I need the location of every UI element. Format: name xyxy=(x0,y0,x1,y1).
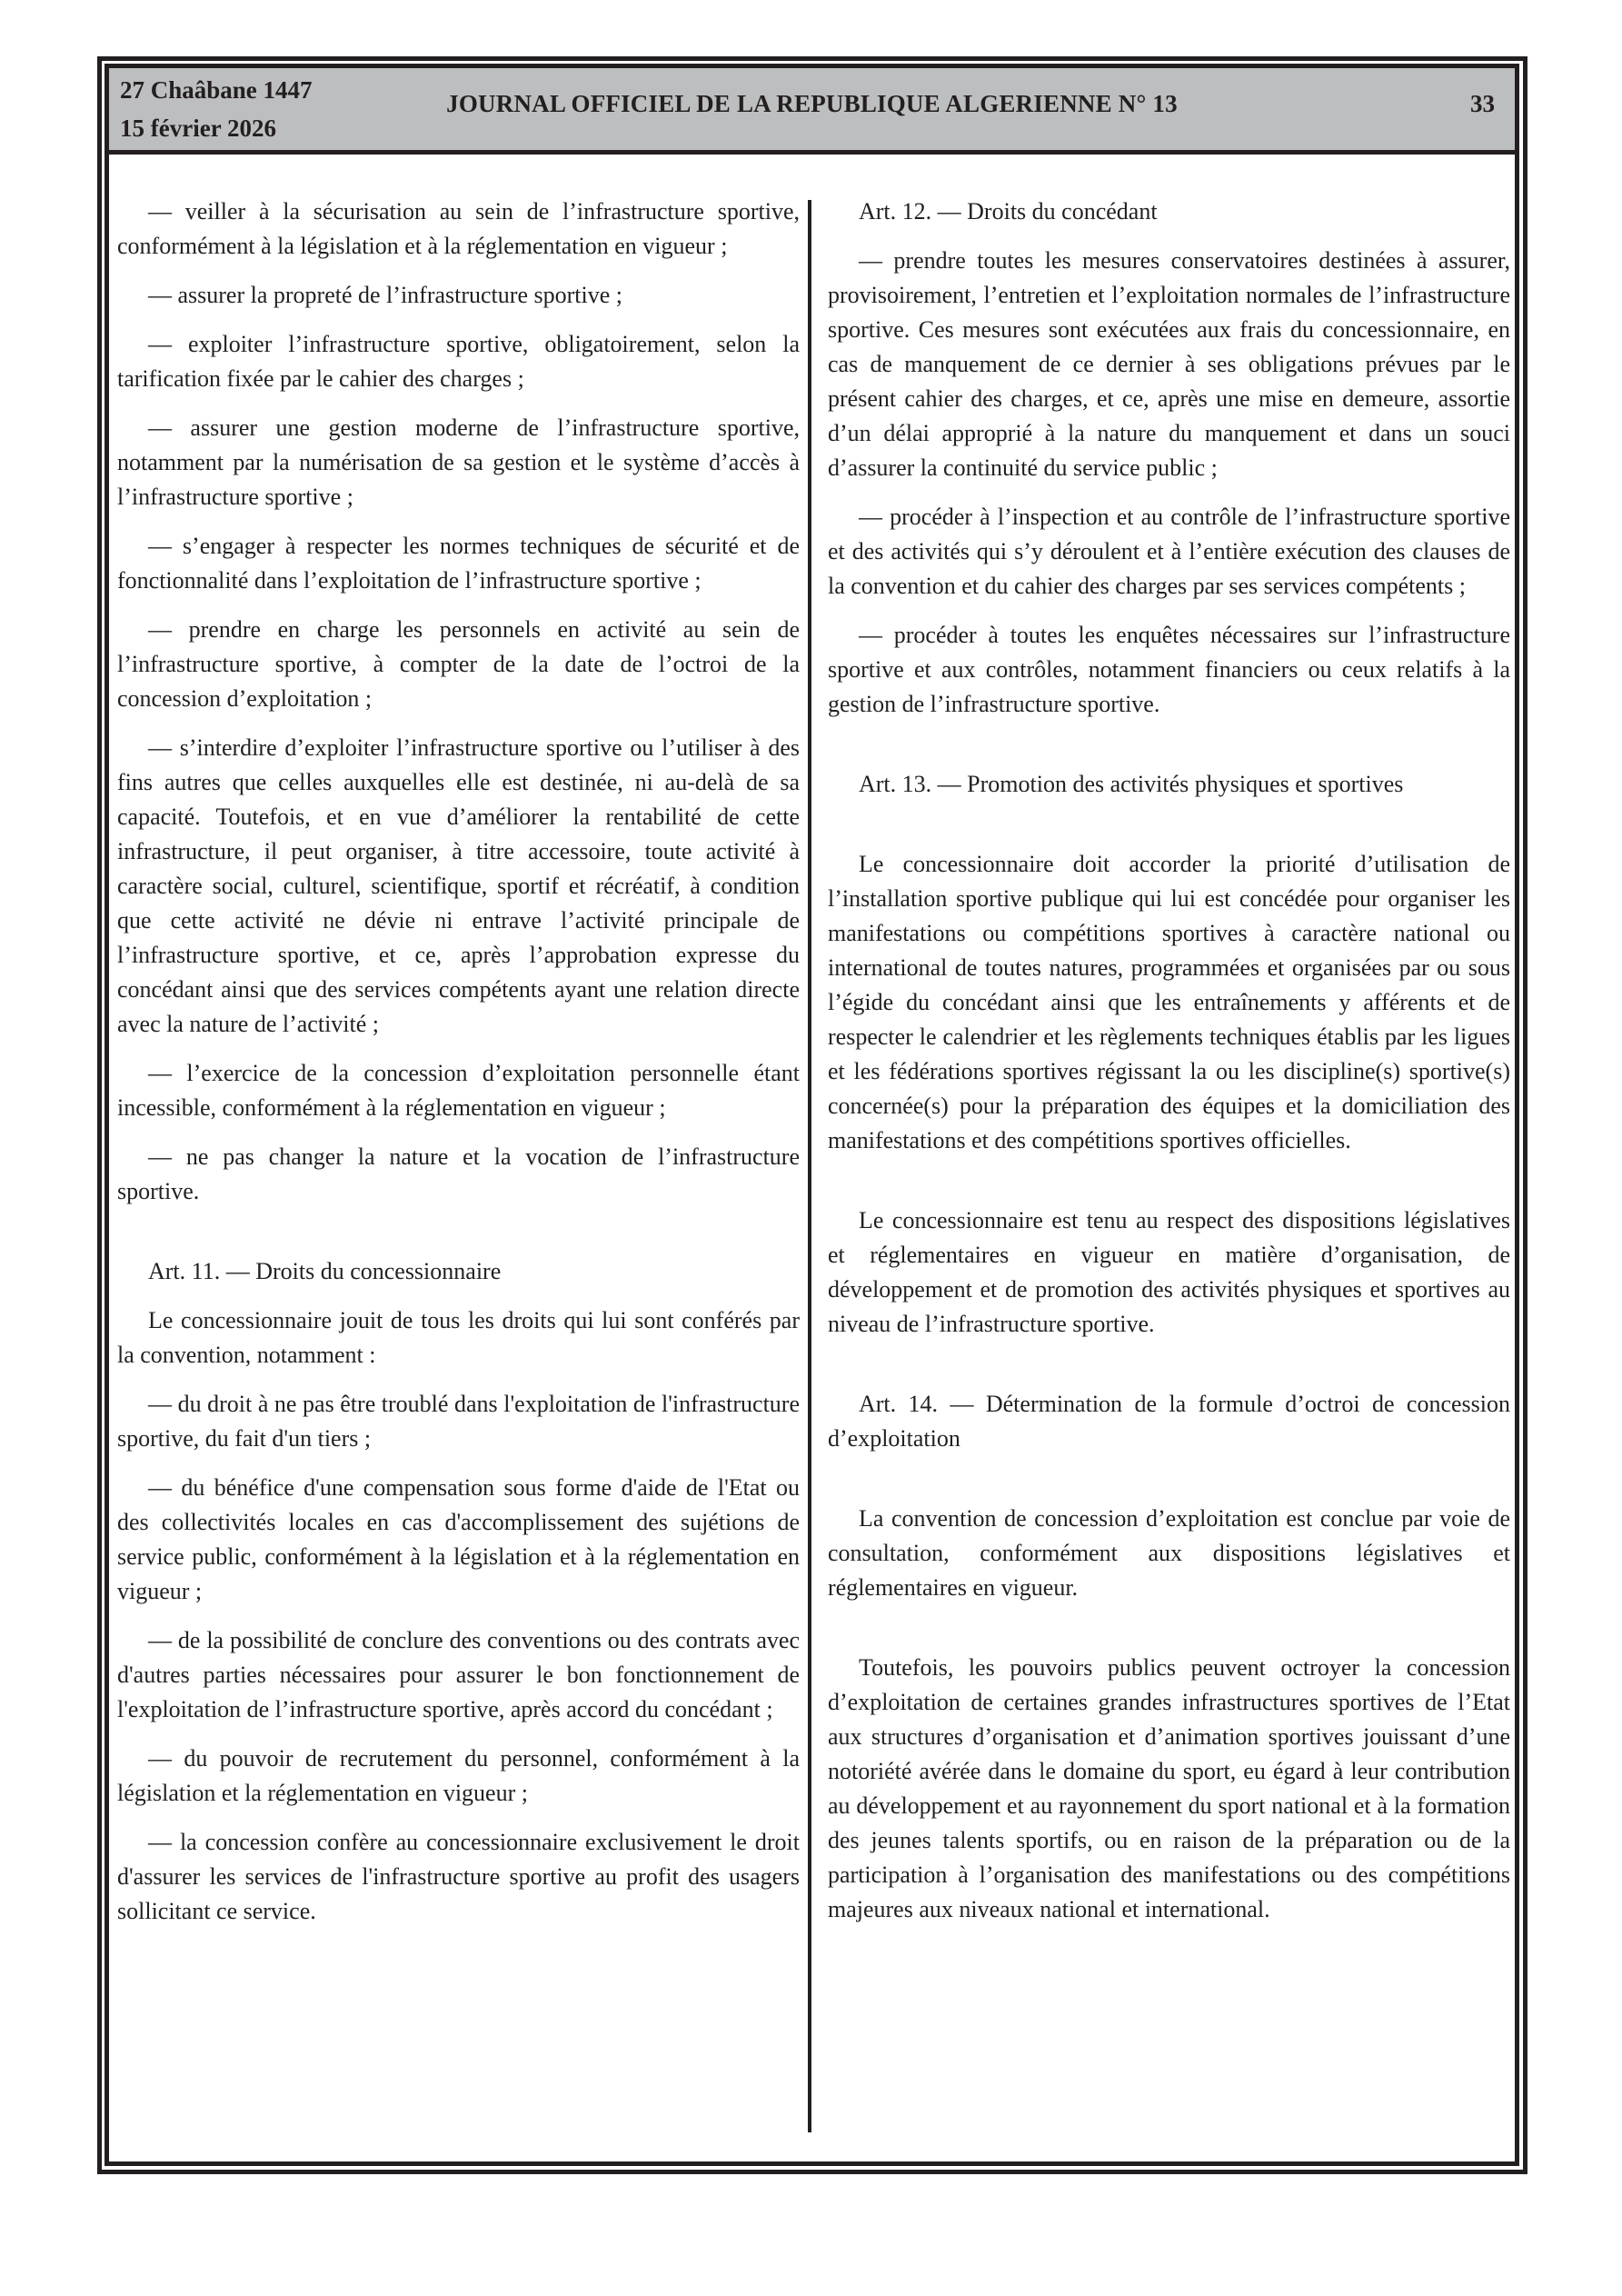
paragraph: Le concessionnaire doit accorder la priorité d’utilisation de l’installation sportive publique qui lui est concédée pour organiser les manifestations ou compétitions sportives à caractère national ou international de toutes natures, programmées et organisées par ou sous l’égide du concédant ainsi que les entraînements y afférents et de respecter le calendrier et les règlements techniques établis par les ligues et les fédérations sportives régissant la ou les discipline(s) sportive(s) concernée(s) pour la préparation des équipes et la domiciliation des manifestations et des compétitions sportives officielles. xyxy=(828,851,1510,1153)
paragraph: — procéder à l’inspection et au contrôle de l’infrastructure sportive et des activités qui s’y déroulent et à l’entière exécution des clauses de la convention et du cahier des charges par ses services compétents ; xyxy=(828,504,1510,599)
paragraph: — assurer la propreté de l’infrastructure sportive ; xyxy=(148,282,622,308)
paragraph: — du pouvoir de recrutement du personnel, conformément à la législation et la réglementation en vigueur ; xyxy=(117,1745,800,1806)
paragraph: — de la possibilité de conclure des conventions ou des contrats avec d'autres parties nécessaires pour assurer le bon fonctionnement de l'exploitation de l’infrastructure sportive, après accord du concédant ; xyxy=(117,1627,800,1722)
paragraph: — l’exercice de la concession d’exploitation personnelle étant incessible, conformément à la réglementation en vigueur ; xyxy=(117,1060,800,1121)
paragraph: Toutefois, les pouvoirs publics peuvent octroyer la concession d’exploitation de certaines grandes infrastructures sportives de l’Etat aux structures d’organisation et d’animation sportives jouissant d’une notoriété avérée dans le domaine du sport, eu égard à leur contribution au développement et au rayonnement du sport national et à la formation des jeunes talents sportifs, ou en raison de la préparation ou de la participation à l’organisation des manifestations ou des compétitions majeures aux niveaux national et international. xyxy=(828,1654,1510,1922)
paragraph: — ne pas changer la nature et la vocation de l’infrastructure sportive. xyxy=(117,1143,800,1204)
page-number: 33 xyxy=(1470,90,1495,117)
paragraph: Le concessionnaire est tenu au respect des dispositions législatives et réglementaires en vigueur en matière d’organisation, de développement et de promotion des activités physiques et sportives au niveau de l’infrastructure sportive. xyxy=(828,1207,1510,1337)
paragraph: Le concessionnaire jouit de tous les droits qui lui sont conférés par la convention, notamment : xyxy=(117,1307,800,1368)
date-gregorian: 15 février 2026 xyxy=(120,115,276,142)
paragraph: — du bénéfice d'une compensation sous forme d'aide de l'Etat ou des collectivités locales en cas d'accomplissement des sujétions de service public, conformément à la législation et à la réglementation en vigueur ; xyxy=(117,1474,800,1604)
paragraph: — du droit à ne pas être troublé dans l'exploitation de l'infrastructure sportive, du fait d'un tiers ; xyxy=(117,1391,800,1452)
article-heading: Art. 12. — Droits du concédant xyxy=(859,198,1158,225)
paragraph: — assurer une gestion moderne de l’infrastructure sportive, notamment par la numérisation de sa gestion et le système d’accès à l’infrastructure sportive ; xyxy=(117,414,800,510)
paragraph: La convention de concession d’exploitation est conclue par voie de consultation, conformément aux dispositions législatives et réglementaires en vigueur. xyxy=(828,1505,1510,1601)
paragraph: — veiller à la sécurisation au sein de l’infrastructure sportive, conformément à la législation et à la réglementation en vigueur ; xyxy=(117,198,800,259)
column-divider xyxy=(808,200,811,2132)
paragraph: — la concession confère au concessionnaire exclusivement le droit d'assurer les services de l'infrastructure sportive au profit des usagers sollicitant ce service. xyxy=(117,1829,800,1924)
paragraph: — exploiter l’infrastructure sportive, obligatoirement, selon la tarification fixée par le cahier des charges ; xyxy=(117,331,800,392)
date-hijri: 27 Chaâbane 1447 xyxy=(120,76,313,104)
right-column xyxy=(828,195,1510,1942)
paragraph: — prendre en charge les personnels en activité au sein de l’infrastructure sportive, à compter de la date de l’octroi de la concession d’exploitation ; xyxy=(117,616,800,712)
paragraph: — s’interdire d’exploiter l’infrastructure sportive ou l’utiliser à des fins autres que celles auxquelles elle est destinée, ni au-delà de sa capacité. Toutefois, et en vue d’améliorer la rentabilité de cette infrastructure, il peut organiser, à titre accessoire, toute activité à caractère social, culturel, scientifique, sportif et récréatif, à condition que cette activité ne dévie ni entrave l’activité principale de l’infrastructure sportive, et ce, après l’approbation expresse du concédant ainsi que des services compétents ayant une relation directe avec la nature de l’activité ; xyxy=(117,734,800,1037)
article-heading: Art. 11. — Droits du concessionnaire xyxy=(148,1258,502,1284)
article-heading: Art. 14. — Détermination de la formule d’octroi de concession d’exploitation xyxy=(828,1391,1510,1452)
paragraph: — procéder à toutes les enquêtes nécessaires sur l’infrastructure sportive et aux contrôles, notamment financiers ou ceux relatifs à la gestion de l’infrastructure sportive. xyxy=(828,622,1510,717)
journal-title: JOURNAL OFFICIEL DE LA REPUBLIQUE ALGERIENNE N° 13 xyxy=(446,90,1178,117)
page-header xyxy=(109,68,1515,155)
paragraph: — prendre toutes les mesures conservatoires destinées à assurer, provisoirement, l’entretien et l’exploitation normales de l’infrastructure sportive. Ces mesures sont exécutées aux frais du concessionnaire, en cas de manquement de ce dernier à ses obligations prévues par le présent cahier des charges, et ce, après une mise en demeure, assortie d’un délai approprié à la nature du manquement et dans un souci d’assurer la continuité du service public ; xyxy=(828,247,1510,481)
left-column xyxy=(117,195,800,1943)
article-heading: Art. 13. — Promotion des activités physiques et sportives xyxy=(859,771,1404,797)
paragraph: — s’engager à respecter les normes techniques de sécurité et de fonctionnalité dans l’exploitation de l’infrastructure sportive ; xyxy=(117,533,800,594)
